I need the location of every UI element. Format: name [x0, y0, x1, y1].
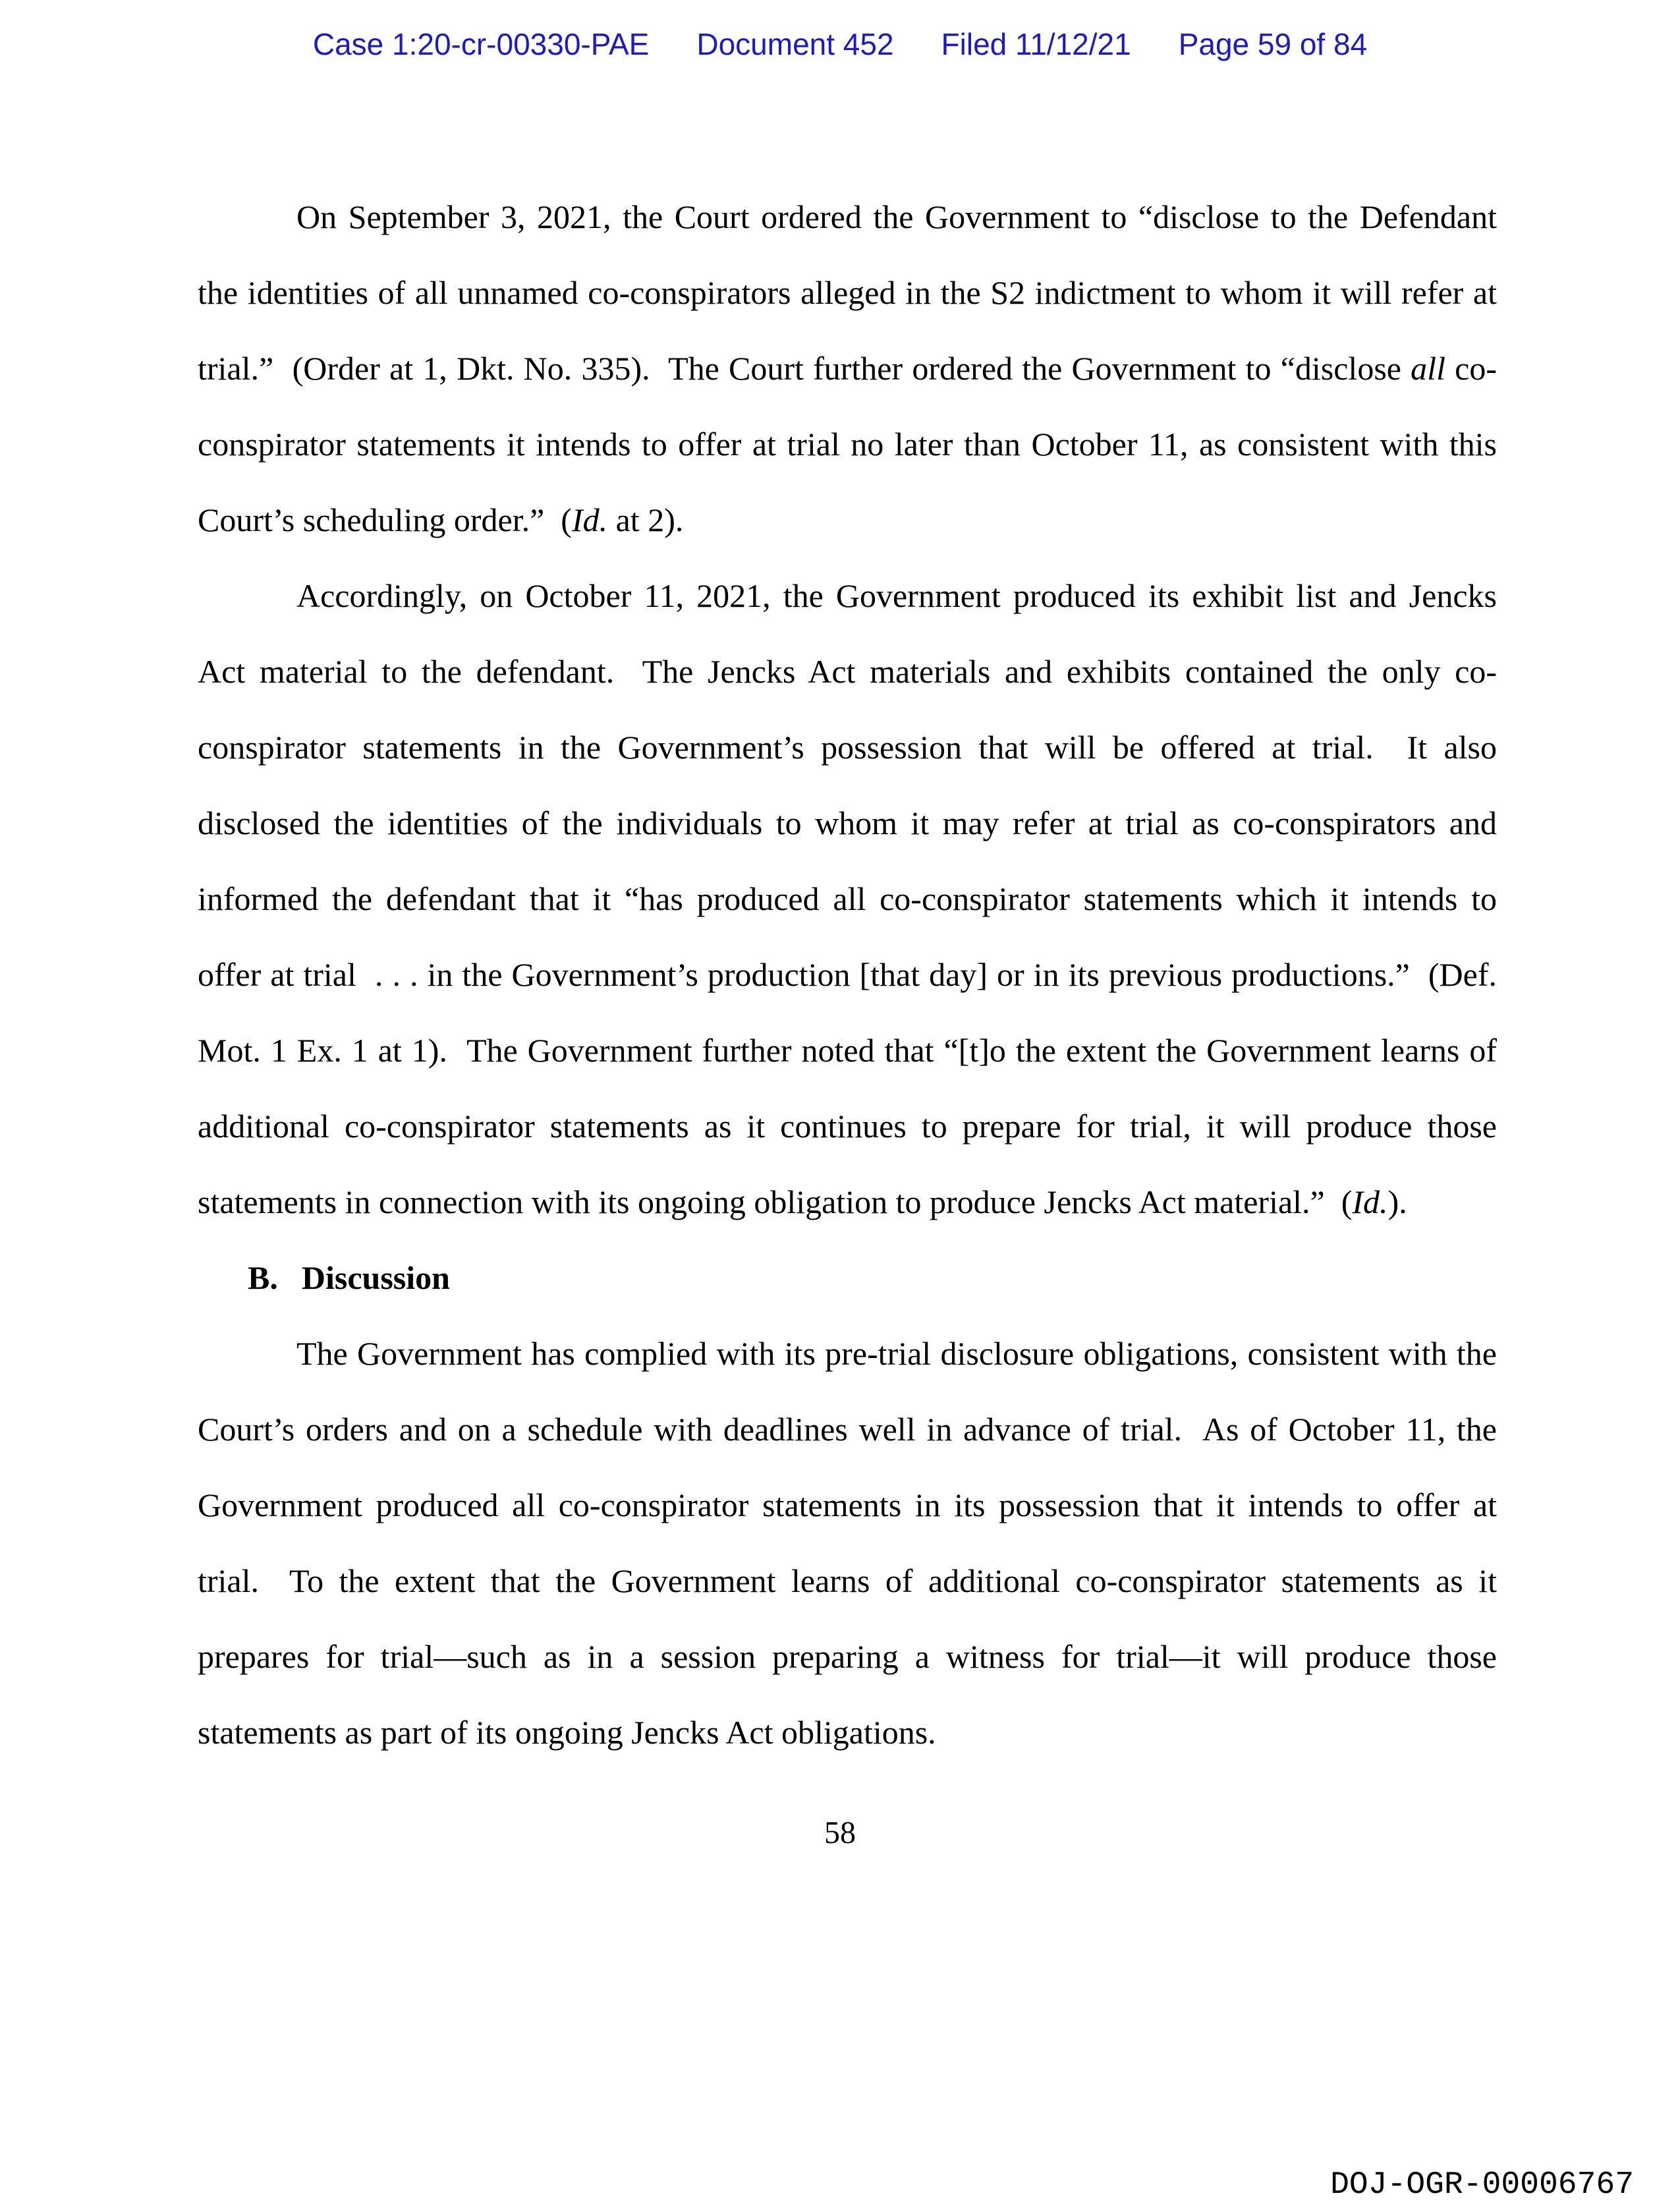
header-case-number: Case 1:20-cr-00330-PAE: [312, 27, 650, 61]
section-heading-label: B.: [248, 1259, 278, 1296]
paragraph-text: The Government has complied with its pre-trial disclosure obligations, consistent with the Court’s orders and on a schedule with deadlines well in advance of trial. As of October 11, the Government produced all co-conspirator statements in its possession that it intends to offer at trial. To the extent that the Government learns of additional co-conspirator statements as it prepares for trial—such as in a session preparing a witness for trial—it will produce those statements as part of its ongoing Jencks Act obligations.: [198, 1335, 1505, 1751]
header-filed-date: Filed 11/12/21: [941, 27, 1131, 61]
paragraph-discussion: [198, 1316, 1505, 1771]
paragraph-production: [198, 558, 1505, 1240]
paragraph-text: Accordingly, on October 11, 2021, the Government produced its exhibit list and Jencks Act material to the defendant. The Jencks Act materials and exhibits contained the only co-conspirator statements in the Government’s possession that will be offered at trial. It also disclosed the identities of the individuals to whom it may refer at trial as co-conspirators and informed the defendant that it “has produced all co-conspirator statements which it intends to offer at trial . . . in the Government’s production [that day] or in its previous productions.” (Def. Mot. 1 Ex. 1 at 1). The Government further noted that “[t]o the extent the Government learns of additional co-conspirator statements as it continues to prepare for trial, it will produce those statements in connection with its ongoing obligation to produce Jencks Act material.” (: [198, 577, 1505, 1220]
paragraph-text: at 2).: [607, 501, 684, 538]
paragraph-text: co-conspirator statements it intends to offer at trial no later than October 11, as consistent with this Court’s scheduling order.” (: [198, 350, 1505, 538]
section-heading-discussion: [198, 1240, 1497, 1316]
page-number: 58: [824, 1815, 856, 1850]
paragraph-text: ).: [1387, 1183, 1407, 1220]
document-body: [198, 179, 1505, 1771]
bates-stamp: DOJ-OGR-00006767: [1330, 2167, 1634, 2203]
paragraph-text: On September 3, 2021, the Court ordered the Government to “disclose to the Defendant the identities of all unnamed co-conspirators alleged in the S2 indictment to whom it will refer at trial.” (Order at 1, Dkt. No. 335). The Court further ordered the Government to “disclose: [198, 198, 1505, 387]
header-document-number: Document 452: [696, 27, 894, 61]
ecf-stamp-header: [0, 28, 1680, 61]
section-heading-title: Discussion: [301, 1259, 450, 1296]
header-page-count: Page 59 of 84: [1178, 27, 1368, 61]
paragraph-court-order: [198, 179, 1505, 558]
italic-citation: Id.: [1352, 1183, 1388, 1220]
italic-citation: Id.: [571, 501, 608, 538]
italic-term: all: [1411, 350, 1445, 387]
